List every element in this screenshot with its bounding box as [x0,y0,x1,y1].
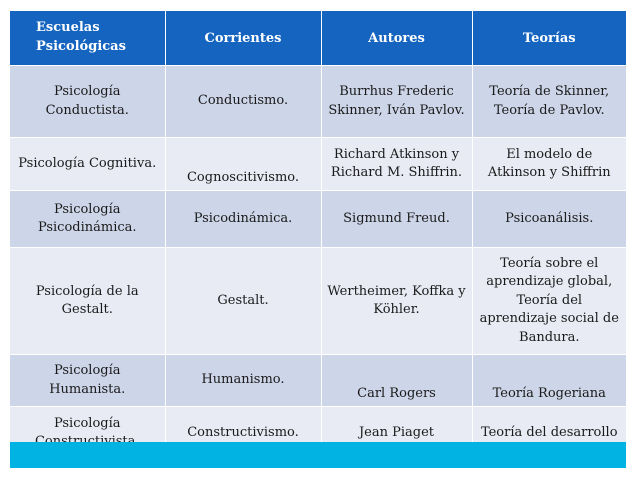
cell-school: Psicología [10,407,165,460]
cell-authors: Carl Rogers [321,355,472,407]
header-row [10,11,626,66]
cell-theory: Psicoanálisis. [472,191,626,248]
table-row [10,355,626,407]
table-row [10,138,626,191]
cell-theory: El modelo de Atkinson y Shiffrin [472,138,626,191]
cell-authors: Burrhus Frederic Skinner, Iván Pavlov. [321,66,472,138]
cell-authors: Sigmund Freud. [321,191,472,248]
table-row [10,248,626,355]
cell-authors: Wertheimer, Koffka y Köhler. [321,248,472,355]
cell-current: Conductismo. [165,66,321,138]
cell-theory: Teoría sobre el aprendizaje global, Teoría del aprendizaje social de Bandura. [472,248,626,355]
header-cell-currents: Corrientes [165,11,321,66]
cell-school: Psicología Psicodinámica. [10,191,165,248]
cell-authors: Richard Atkinson y Richard M. Shiffrin. [321,138,472,191]
cell-school: Psicología de la Gestalt. [10,248,165,355]
table-row [10,191,626,248]
cell-current: Humanismo. [165,355,321,407]
cell-school: Psicología Humanista. [10,355,165,407]
header-cell-schools: Escuelas Psicológicas [10,11,165,66]
cell-school: Psicología Conductista. [10,66,165,138]
header-cell-authors: Autores [321,11,472,66]
cell-current: Psicodinámica. [165,191,321,248]
cell-current: Cognoscitivismo. [165,138,321,191]
cell-theory: Teoría Rogeriana [472,355,626,407]
cell-school: Psicología Cognitiva. [10,138,165,191]
cell-theory: Teoría del desarrollo [472,407,626,460]
header-cell-theories: Teorías [472,11,626,66]
schools-table [10,11,626,459]
cell-theory: Teoría de Skinner, Teoría de Pavlov. [472,66,626,138]
cell-current: Gestalt. [165,248,321,355]
cell-authors: Jean Piaget [321,407,472,460]
cell-current: Constructivismo. [165,407,321,460]
footer-accent-bar [10,442,626,468]
schools-table-container [10,11,626,459]
table-row [10,66,626,138]
